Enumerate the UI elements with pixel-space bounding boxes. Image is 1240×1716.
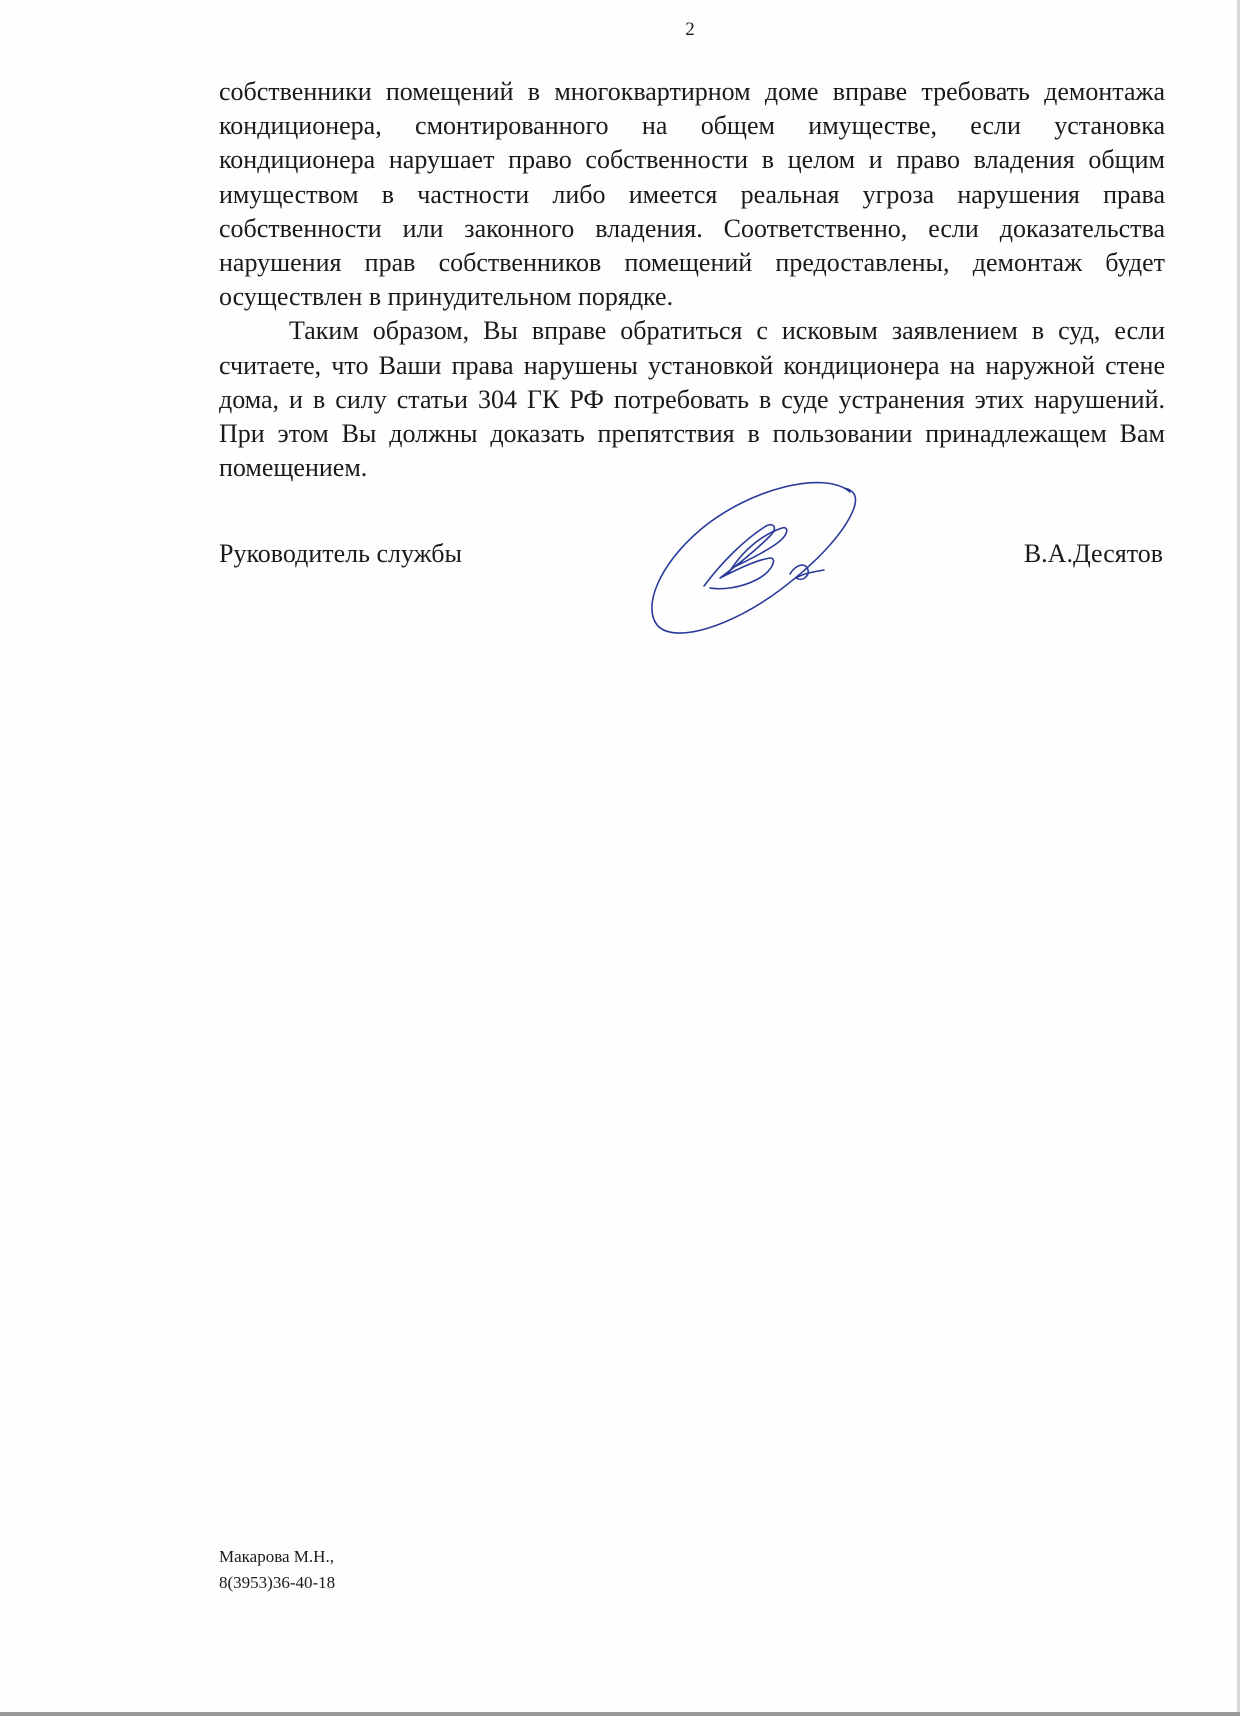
executor-name: Макарова М.Н., [219,1547,334,1566]
signatory-role: Руководитель службы [219,539,462,568]
page-number: 2 [685,19,695,40]
signature-stroke-loop [728,528,787,574]
signature-stroke-main [704,525,774,589]
handwritten-signature [640,478,880,638]
signatory-name: В.А.Десятов [1023,539,1163,568]
paragraph-conclusion: Таким образом, Вы вправе обратиться с исковым заявлением в суд, если считаете, что Ваши права нарушены установкой кондиционера на наружной стене дома, и в силу статьи 304 ГК РФ потребовать в суде устранения этих нарушений. При этом Вы должны доказать препятствия в пользовании принадлежащем Вам помещением. [219,316,1165,483]
page-edge-bottom [0,1712,1240,1716]
executor-phone: 8(3953)36-40-18 [219,1573,336,1592]
executor-info [219,1544,335,1596]
paragraph-continuation: собственники помещений в многоквартирном доме вправе требовать демонтажа кондиционера, смонтированного на общем имуществе, если установка кондиционера нарушает право собственности в целом и право владения общим имуществом в частности либо имеется реальная угроза нарушения права собственности или законного владения. Соответственно, если доказательства нарушения прав собственников помещений предоставлены, демонтаж будет осуществлен в принудительном порядке. [219,77,1165,312]
letter-body [219,75,1165,485]
